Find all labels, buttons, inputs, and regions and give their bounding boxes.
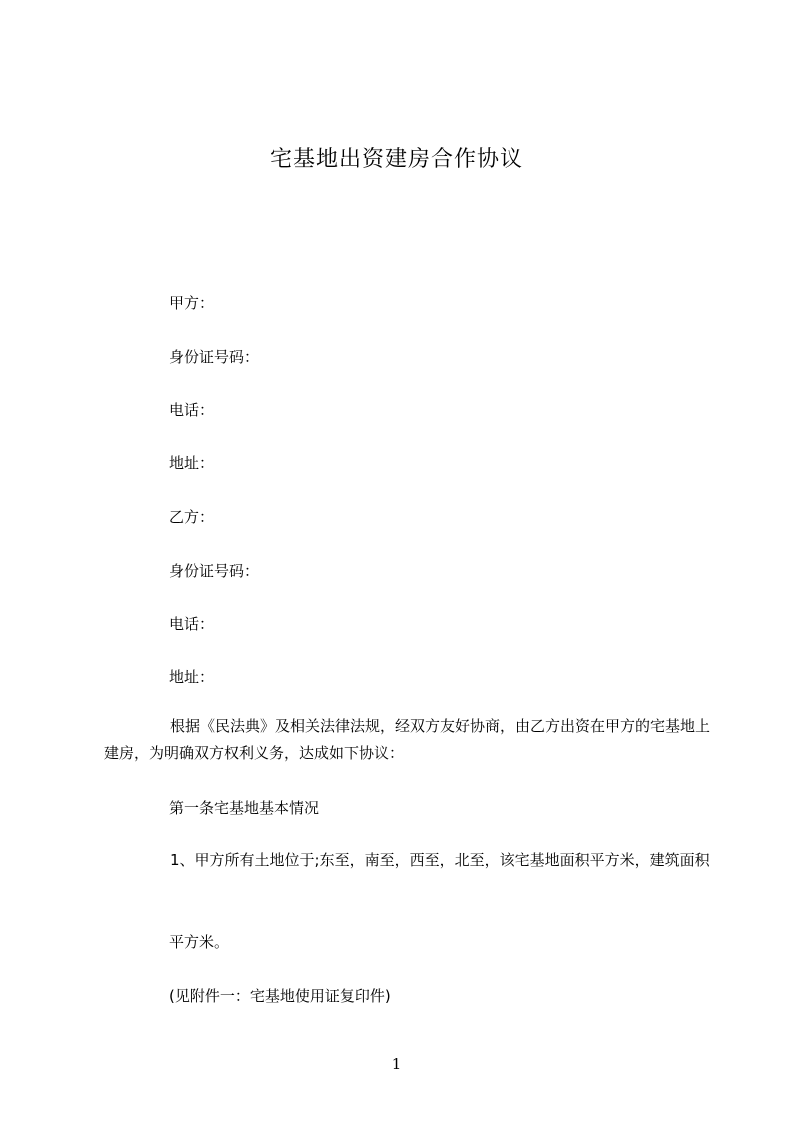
intro-paragraph: 根据《民法典》及相关法律法规，经双方友好协商，由乙方出资在甲方的宅基地上建房，为明确双方权利义务，达成如下协议：: [104, 717, 711, 762]
attachment-note: (见附件一：宅基地使用证复印件): [169, 987, 391, 1005]
party-a-phone-label: 电话：: [169, 401, 215, 419]
party-b-phone-label: 电话：: [169, 615, 215, 633]
party-a-address-label: 地址：: [169, 454, 215, 472]
article-1-item-1: 1、甲方所有土地位于;东至，南至，西至，北至，该宅基地面积平方米，建筑面积: [170, 851, 710, 869]
party-b-id-label: 身份证号码：: [169, 562, 260, 580]
party-b-address-label: 地址：: [169, 668, 215, 686]
article-1-item-1-continuation: 平方米。: [169, 933, 230, 951]
page-number: 1: [391, 1055, 402, 1073]
article-1-heading: 第一条宅基地基本情况: [169, 799, 320, 817]
party-b-label: 乙方：: [169, 508, 215, 526]
document-title: 宅基地出资建房合作协议: [269, 147, 523, 172]
party-a-id-label: 身份证号码：: [169, 348, 260, 366]
party-a-label: 甲方：: [169, 294, 215, 312]
